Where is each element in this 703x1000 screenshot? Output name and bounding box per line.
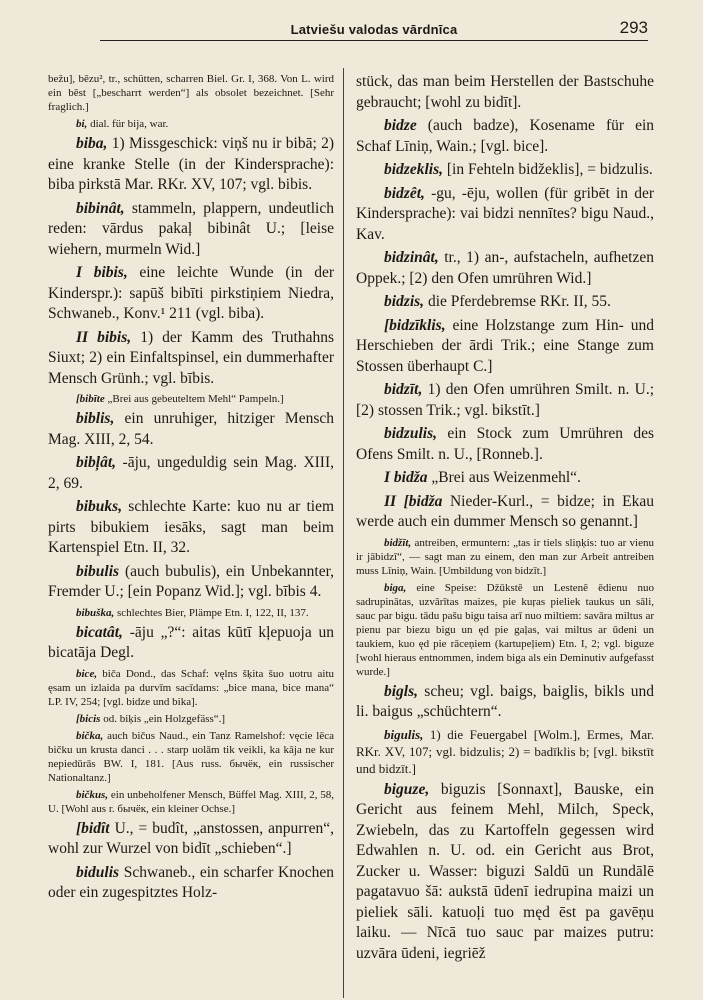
entry-headword: bibļât, <box>76 454 117 471</box>
dictionary-entry <box>356 380 654 421</box>
page-number: 293 <box>619 18 648 37</box>
dictionary-entry <box>356 424 654 465</box>
dictionary-entry <box>48 712 334 726</box>
entry-definition: [in Fehteln bidžeklis], = bidzulis. <box>446 161 653 178</box>
dictionary-entry <box>356 160 654 181</box>
entry-headword: II bibis, <box>76 328 132 346</box>
entry-definition: bežu], bēzu², tr., schütten, scharren Biel. Gr. I, 368. Von L. wird ein bēst [„bescharrt werden“] als obsolet bezeichnet. [Sehr fraglich.] <box>48 73 334 113</box>
dictionary-entry <box>48 863 334 904</box>
entry-headword: bicatât, <box>76 623 123 641</box>
dictionary-entry <box>48 328 334 390</box>
entry-definition: dial. für bija, war. <box>90 118 169 130</box>
entry-headword: bidulis <box>76 863 120 881</box>
entry-definition: ein unbeholfener Mensch, Büffel Mag. XIII, 2, 58, U. [Wohl aus r. бычёк, ein kleiner Ochse.] <box>48 788 334 815</box>
entry-definition: eine Speise: Džūkstē un Lestenē ēdienu nuo sadrupinātas, uzvārītas maizes, pie kuŗas pieliek taukus un sāli, sauc par bigu. tādu pašu bigu taisa arī nuo miltiem: savāra miltus ar pienu par biezu bigu un ęd pie gaļas, vai miltus ar ūdeni un taukiem, kuo ęd pie rāceņiem (kartupeļiem) Etn. I, 2; vgl. biguze [wohl hieraus entnommen, indem bigа als ein Deminutiv aufgefasst wurde.] <box>356 581 654 678</box>
dictionary-entry <box>356 72 654 113</box>
entry-headword: bidžīt, <box>384 536 412 549</box>
right-column <box>356 72 654 990</box>
dictionary-entry <box>356 682 654 723</box>
entry-definition: ein Stock zum Umrühren des Ofens Smilt. n. U., [Ronneb.]. <box>356 425 654 463</box>
entry-headword: bibinât, <box>76 199 125 217</box>
dictionary-entry <box>48 606 334 620</box>
entry-definition: antreiben, ermuntern: „tas ir tiels sliņķis: tuo ar vienu ir jābidzī“, — sagt man zu einem, den man zur Arbeit antreiben muss Līniņ, Wain. [Umbildung von bidzīt.] <box>356 536 654 577</box>
entry-definition: schlechtes Bier, Plämpe Etn. I, 122, II, 137. <box>116 606 309 619</box>
dictionary-entry <box>356 492 654 533</box>
dictionary-entry <box>356 536 654 578</box>
entry-definition: biguzis [Sonnaxt], Bauske, ein Gericht aus feinem Mehl, Milch, Speck, Zwiebeln, das zu Kartoffeln gegessen wird Edwahlen n. U. od. ein Gericht aus Brot, Zucker u. Wasser: biguzi Saldū un Rundālē pagatavuo šā: aukstā ūdenī iedrupina maizi un pieliek sāli. katuoļi tuo męd ēst pa gavēņu laiku. — Nīcā tuo sauc par maizes putru: uzvāra ūdeni, iegriēž <box>356 780 654 962</box>
entry-headword: biblis, <box>76 410 115 427</box>
dictionary-entry <box>48 623 334 664</box>
entry-headword: biga, <box>384 581 407 594</box>
dictionary-entry <box>356 780 654 965</box>
entry-definition: biča Dond., das Schaf: vęlns šķita šuo uotru aitu ęsam un izlaida pa durvīm sacīdams: „bice mana, bice mana“ LP. IV, 254; [vgl. bidze und bika]. <box>48 667 334 708</box>
entry-definition: scheu; vgl. baigs, baiglis, bikls und li. baigus „schüchtern“. <box>356 682 654 720</box>
entry-definition: „Brei aus gebeuteltem Mehl“ Pampeln.] <box>107 393 284 405</box>
entry-headword: bidze <box>384 117 417 134</box>
entry-definition: 1) der Kamm des Truthahns Siuxt; 2) ein Einfaltspinsel, ein dummerhafter Mensch Grünh.; vgl. bībis. <box>48 328 334 387</box>
entry-headword: I bidža <box>384 469 428 486</box>
entry-headword: bice, <box>76 667 98 680</box>
entry-headword: I bibis, <box>76 264 128 281</box>
dictionary-entry <box>48 562 334 603</box>
entry-headword: biba, <box>76 135 108 152</box>
entry-definition: -āju, ungeduldig sein Mag. XIII, 2, 69. <box>48 454 334 492</box>
entry-definition: tr., 1) an-, aufstacheln, aufhetzen Oppek.; [2) den Ofen umrühren Wid.] <box>356 249 654 287</box>
entry-definition: Nieder-Kurl., = bidze; in Ekau werde auch ein dummer Mensch so genannt.] <box>356 492 654 530</box>
entry-headword: bidzinât, <box>384 249 439 266</box>
entry-headword: bička, <box>76 729 104 742</box>
entry-definition: auch bičus Naud., ein Tanz Ramelshof: vęcie lēca bičku un krusta danci . . . starp uolām tik veikli, ka kāja ne kur nepiedūrās BW. I, 181. [Aus russ. бычёк, ein russischer Nationaltanz.] <box>48 729 334 784</box>
entry-definition: stammeln, plappern, undeutlich reden: vārdus pakaļ bibinât U.; [leise wiehern, murmeln Wid.] <box>48 199 334 258</box>
left-column <box>48 72 334 990</box>
entry-headword: bidzêt, <box>384 184 425 202</box>
dictionary-entry <box>356 726 654 777</box>
entry-headword: [bidzīklis, <box>384 316 446 334</box>
entry-headword: [bidît <box>76 819 110 837</box>
dictionary-entry <box>48 392 334 406</box>
dictionary-entry <box>48 72 334 114</box>
entry-definition: 1) Missgeschick: viņš nu ir bibā; 2) eine kranke Stelle (in der Kindersprache): biba pirkstā Mar. RKr. XV, 107; vgl. bibis. <box>48 135 334 193</box>
entry-headword: bigulis, <box>384 726 424 742</box>
dictionary-entry <box>356 248 654 289</box>
entry-definition: 1) die Feuergabel [Wolm.], Ermes, Mar. RKr. XV, 107; vgl. bidzulis; 2) = badīklis b; [vgl. bikstīt und bidzīt.] <box>356 726 654 776</box>
page-header <box>100 18 648 41</box>
entry-headword: bibuks, <box>76 498 123 515</box>
entry-headword: bidzeklis, <box>384 161 443 178</box>
dictionary-entry <box>48 667 334 709</box>
dictionary-entry <box>48 263 334 325</box>
running-title: Latviešu valodas vārdnīca <box>290 22 458 37</box>
dictionary-entry <box>356 581 654 679</box>
entry-headword: bibuška, <box>76 606 115 619</box>
entry-headword: biguze, <box>384 780 430 798</box>
entry-definition: die Pferdebremse RKr. II, 55. <box>427 293 611 310</box>
dictionary-entry <box>356 468 654 489</box>
dictionary-entry <box>356 292 654 313</box>
entry-definition: ein unruhiger, hitziger Mensch Mag. XIII, 2, 54. <box>48 410 334 448</box>
entry-headword: bigls, <box>384 682 419 700</box>
dictionary-entry <box>48 117 334 131</box>
entry-definition: (auch badze), Kosename für ein Schaf Līniņ, Wain.; [vgl. bice]. <box>356 117 654 155</box>
entry-headword: [bicis <box>76 712 101 725</box>
entry-definition: od. biķis „ein Holzgefäss“.] <box>103 712 226 725</box>
dictionary-entry <box>356 316 654 378</box>
dictionary-entry <box>48 788 334 816</box>
dictionary-entry <box>48 497 334 559</box>
entry-definition: Schwaneb., ein scharfer Knochen oder ein zugespitztes Holz- <box>48 863 334 901</box>
entry-headword: bičkus, <box>76 788 109 801</box>
entry-headword: bidzulis, <box>384 425 437 442</box>
entry-definition: eine Holzstange zum Hin- und Herschieben der ārdi Trik.; eine Stange zum Stossen überhaupt C.] <box>356 316 654 375</box>
entry-definition: schlechte Karte: kuo nu ar tiem pirts bibukiem iesāks, sagt man beim Kartenspiel Etn. II, 32. <box>48 498 334 556</box>
entry-definition: 1) den Ofen umrühren Smilt. n. U.; [2) stossen Trik.; vgl. bikstīt.] <box>356 381 654 419</box>
entry-definition: U., = budît, „anstossen, anpurren“, wohl zur Wurzel von bidīt „schieben“.] <box>48 819 334 857</box>
dictionary-entry <box>48 819 334 860</box>
entry-headword: bibulis <box>76 562 120 580</box>
entry-headword: [bibīte <box>76 393 105 405</box>
dictionary-entry <box>48 729 334 785</box>
entry-definition: (auch bubulis), ein Unbekannter, Fremder U.; [ein Popanz Wid.]; vgl. bībis 4. <box>48 562 334 600</box>
entry-definition: „Brei aus Weizenmehl“. <box>431 469 581 486</box>
dictionary-entry <box>48 199 334 261</box>
entry-definition: -āju „?“: aitas kūtī kļepuoja un bicatāja Degl. <box>48 623 334 661</box>
dictionary-entry <box>48 409 334 450</box>
entry-definition: eine leichte Wunde (in der Kinderspr.): sapūš bibīti pirkstiņiem Niedra, Schwaneb., Konv.¹ 211 (vgl. biba). <box>48 264 334 322</box>
dictionary-entry <box>48 134 334 196</box>
dictionary-entry <box>356 116 654 157</box>
entry-headword: bidzīt, <box>384 381 423 398</box>
entry-headword: bi, <box>76 118 88 130</box>
entry-definition: stück, das man beim Herstellen der Bastschuhe gebraucht; [wohl zu bidīt]. <box>356 73 654 111</box>
column-divider <box>343 68 344 998</box>
dictionary-entry <box>48 453 334 494</box>
dictionary-entry <box>356 184 654 246</box>
entry-definition: -gu, -ēju, wollen (für gribēt in der Kindersprache): vai bidzi nennītes? bigu Naud., Kav. <box>356 184 654 243</box>
entry-headword: bidzis, <box>384 293 425 310</box>
entry-headword: II [bidža <box>384 492 443 510</box>
